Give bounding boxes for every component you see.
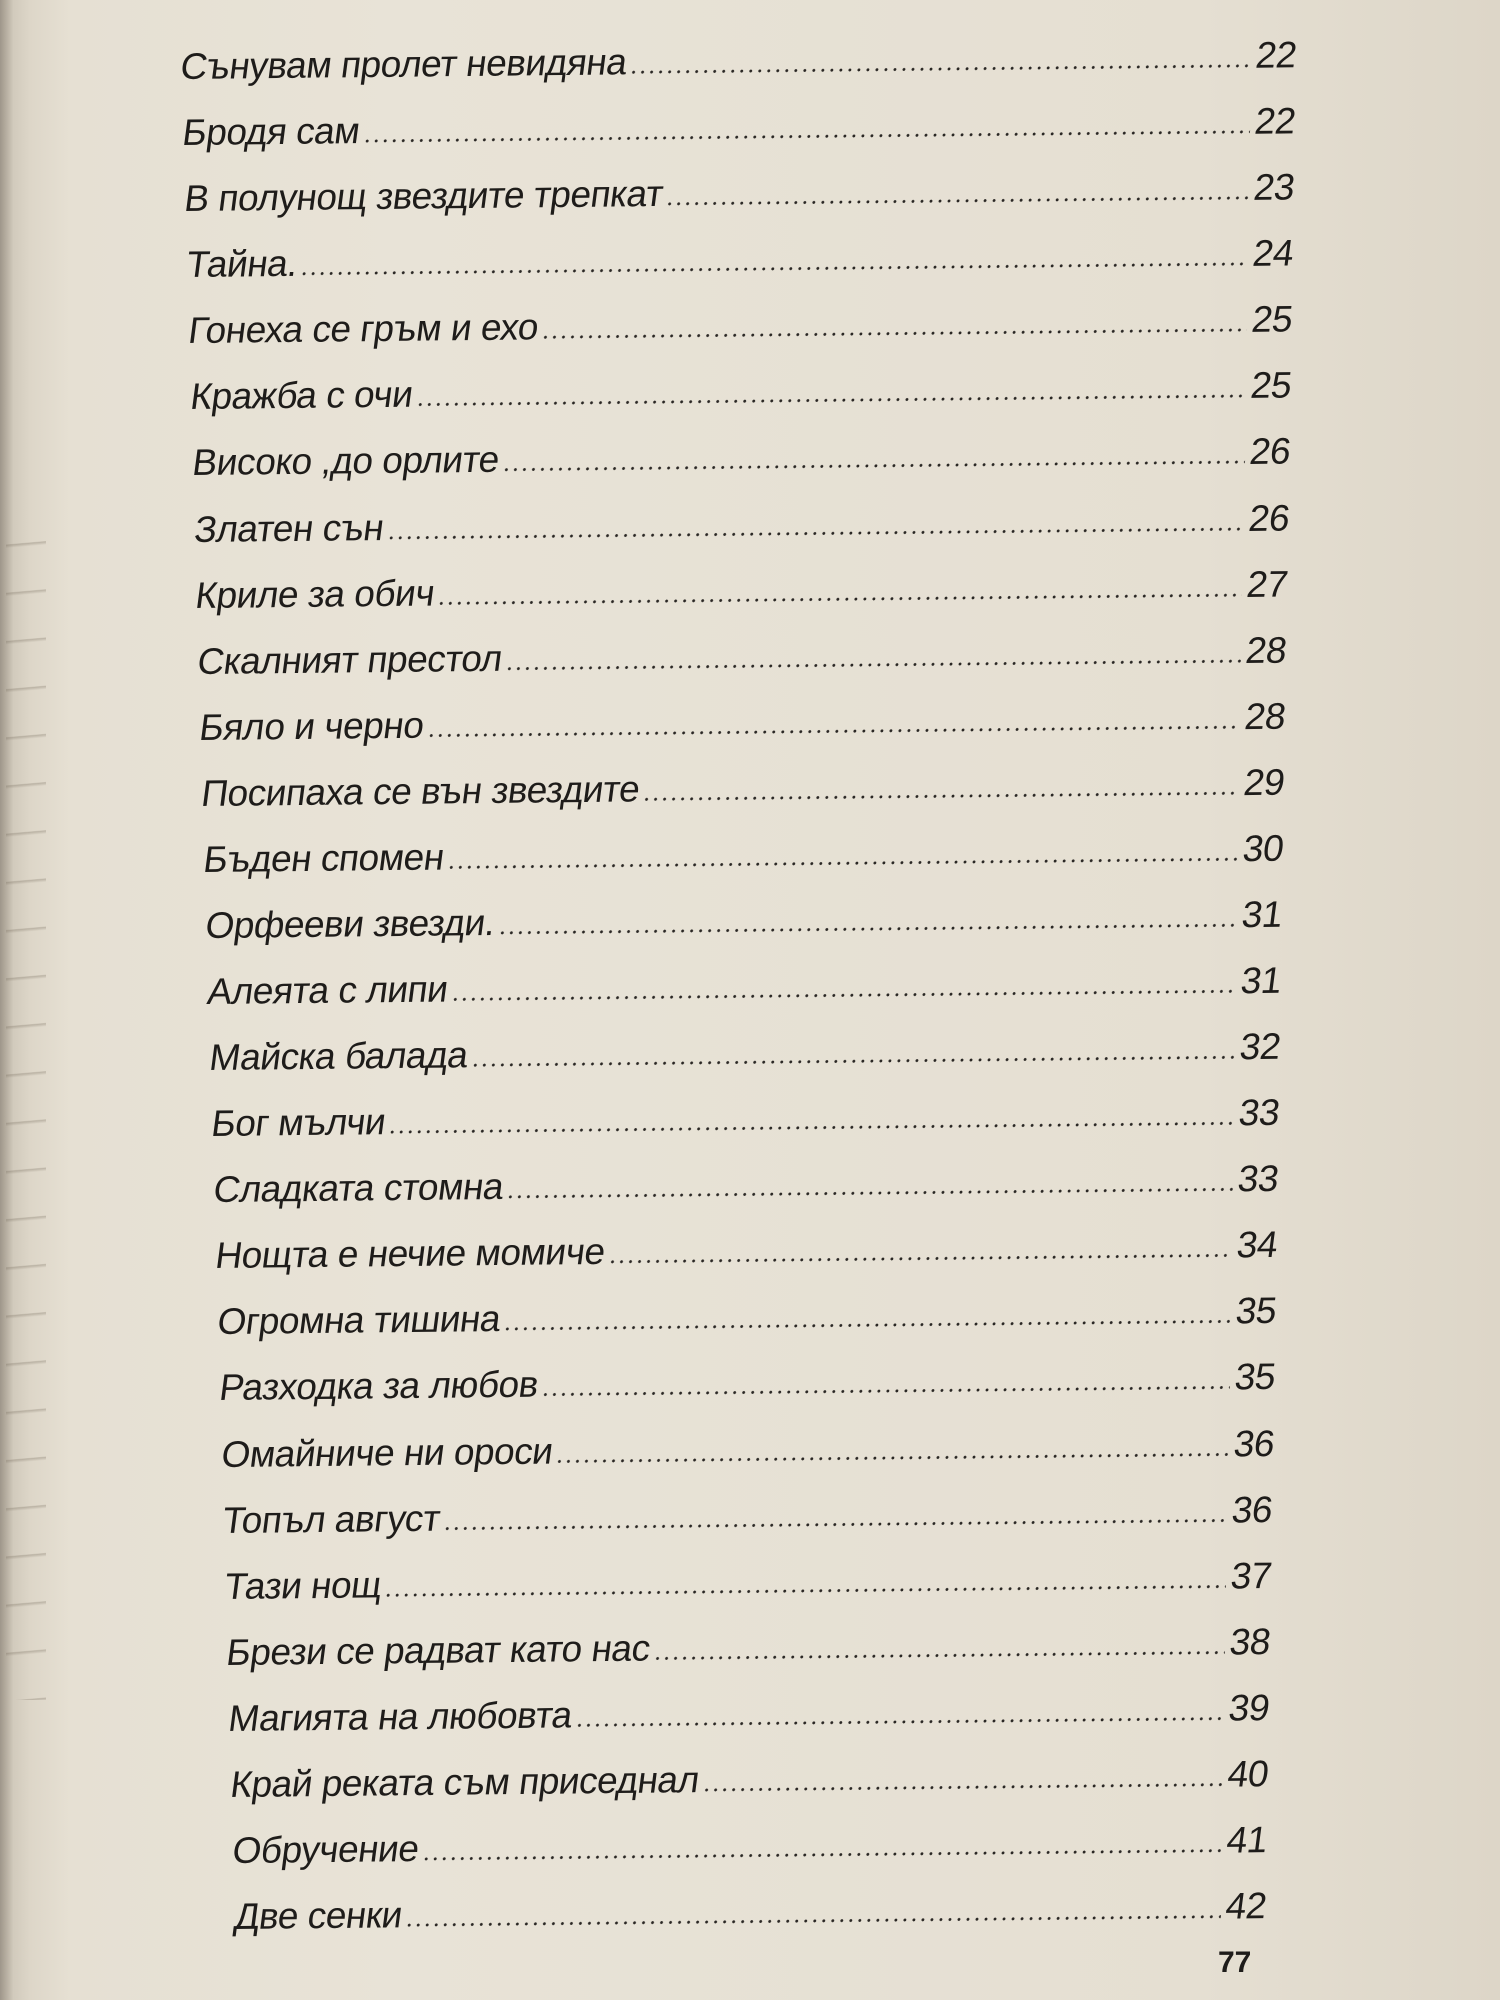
toc-dot-leader	[421, 1849, 1222, 1861]
toc-entry	[215, 1282, 1280, 1343]
toc-entry	[201, 820, 1287, 881]
toc-entry-title: Край реката съм приседнал	[228, 1758, 702, 1805]
toc-entry-page: 31	[1238, 959, 1284, 1002]
toc-entry-page: 28	[1243, 629, 1290, 671]
toc-entry-page: 30	[1240, 827, 1287, 869]
toc-dot-leader	[607, 1254, 1232, 1265]
toc-entry-page: 39	[1226, 1686, 1273, 1729]
toc-entry-page: 41	[1224, 1819, 1270, 1861]
toc-entry	[207, 1018, 1284, 1079]
toc-entry-page: 28	[1242, 695, 1289, 737]
toc-entry	[186, 291, 1296, 353]
toc-entry	[203, 886, 1286, 947]
toc-dot-leader	[555, 1452, 1229, 1463]
toc-entry-page: 33	[1235, 1158, 1281, 1200]
toc-dot-leader	[505, 659, 1242, 671]
toc-entry-title: Тази нощ	[222, 1564, 385, 1607]
toc-entry	[192, 489, 1293, 550]
toc-dot-leader	[300, 262, 1248, 276]
toc-entry	[190, 423, 1294, 484]
toc-entry	[220, 1481, 1276, 1542]
toc-entry-page: 36	[1230, 1422, 1277, 1464]
page-number: 77	[1218, 1946, 1252, 1979]
toc-dot-leader	[437, 593, 1242, 605]
toc-entry-page: 31	[1239, 893, 1286, 936]
toc-entry-title: Бъден спомен	[201, 836, 447, 880]
toc-dot-leader	[540, 328, 1246, 339]
toc-dot-leader	[702, 1782, 1224, 1791]
toc-dot-leader	[502, 1320, 1230, 1332]
toc-entry-title: Сънувам пролет невидяна	[178, 41, 630, 88]
toc-entry-title: Разходка за любов	[216, 1364, 541, 1409]
toc-dot-leader	[450, 989, 1236, 1001]
toc-entry-title: Магията на любовта	[226, 1694, 575, 1739]
toc-dot-leader	[388, 1121, 1234, 1134]
toc-entry-page: 33	[1236, 1091, 1282, 1134]
toc-entry-page: 40	[1225, 1752, 1272, 1795]
toc-entry-page: 35	[1231, 1356, 1278, 1398]
toc-entry-page: 22	[1253, 34, 1300, 76]
toc-entry-page: 42	[1223, 1885, 1269, 1927]
toc-entry-page: 23	[1251, 166, 1297, 208]
toc-entry	[195, 621, 1290, 682]
toc-entry-title: Две сенки	[232, 1894, 405, 1937]
toc-entry-page: 22	[1252, 100, 1298, 142]
toc-dot-leader	[415, 394, 1246, 407]
toc-entry-title: Брези се радват като нас	[224, 1627, 653, 1673]
toc-entry	[230, 1811, 1271, 1872]
toc-entry-page: 24	[1250, 232, 1296, 275]
toc-entry-title: Златен сън	[191, 506, 386, 550]
toc-entry	[184, 225, 1297, 287]
toc-entry	[193, 555, 1291, 616]
toc-dot-leader	[501, 460, 1245, 472]
toc-entry-page: 26	[1247, 430, 1293, 473]
toc-dot-leader	[506, 1188, 1233, 1200]
toc-entry-page: 26	[1245, 497, 1292, 539]
toc-dot-leader	[386, 527, 1244, 540]
toc-entry-page: 37	[1228, 1554, 1275, 1597]
toc-entry-title: Майска балада	[207, 1034, 471, 1079]
toc-entry	[211, 1150, 1282, 1211]
toc-entry-title: Орфееви звезди.	[203, 901, 498, 946]
toc-entry-title: Бродя сам	[180, 110, 363, 154]
toc-dot-leader	[362, 130, 1250, 143]
toc-entry	[182, 159, 1298, 221]
toc-dot-leader	[653, 1650, 1226, 1660]
toc-entry	[217, 1348, 1279, 1409]
toc-entry-title: Нощта е нечие момиче	[212, 1231, 608, 1277]
toc-entry-title: Скалният престол	[195, 637, 506, 682]
toc-entry-title: Топъл август	[220, 1497, 443, 1541]
toc-entry-title: Омайниче ни ороси	[218, 1430, 555, 1475]
toc-entry	[219, 1414, 1278, 1475]
toc-entry	[224, 1613, 1274, 1674]
toc-dot-leader	[426, 725, 1240, 738]
toc-entry-title: Огромна тишина	[214, 1298, 503, 1343]
toc-entry	[178, 26, 1300, 88]
toc-entry	[188, 357, 1295, 419]
toc-entry-page: 27	[1244, 563, 1291, 605]
toc-dot-leader	[629, 64, 1251, 74]
toc-dot-leader	[384, 1584, 1226, 1597]
toc-entry-title: Високо ,до орлите	[189, 439, 502, 484]
toc-entry-page: 38	[1227, 1620, 1274, 1663]
toc-dot-leader	[447, 857, 1239, 869]
toc-entry	[232, 1877, 1270, 1938]
toc-dot-leader	[642, 791, 1239, 801]
toc-entry-title: Кражба с очи	[187, 374, 415, 418]
toc-entry	[228, 1745, 1272, 1806]
toc-dot-leader	[575, 1716, 1225, 1727]
toc-entry-page: 36	[1229, 1488, 1276, 1531]
toc-entry-page: 32	[1237, 1025, 1283, 1068]
toc-entry-title: В полунощ звездите трепкат	[181, 173, 666, 220]
toc-entry-title: Бяло и черно	[197, 704, 427, 748]
toc-entry-page: 25	[1249, 298, 1295, 341]
toc-entry-title: Сладката стомна	[210, 1166, 506, 1211]
toc-entry-title: Посипаха се вън звездите	[199, 768, 643, 814]
toc-dot-leader	[442, 1518, 1227, 1530]
toc-entry-page: 34	[1234, 1224, 1280, 1266]
toc-dot-leader	[404, 1915, 1220, 1928]
toc-dot-leader	[665, 196, 1249, 206]
toc-entry-title: Криле за обич	[193, 572, 438, 616]
toc-entry	[209, 1084, 1283, 1145]
toc-dot-leader	[497, 923, 1237, 935]
toc-entry	[205, 952, 1285, 1013]
toc-entry-page: 25	[1248, 364, 1294, 407]
toc-entry-title: Тайна.	[183, 243, 300, 286]
toc-dot-leader	[470, 1055, 1235, 1067]
toc-entry	[180, 92, 1299, 154]
toc-entry	[222, 1547, 1275, 1608]
toc-entry-title: Гонеха се гръм и ехо	[185, 306, 541, 352]
toc-entry-page: 29	[1241, 761, 1288, 803]
toc-entry	[199, 753, 1288, 814]
toc-entry	[226, 1679, 1273, 1740]
toc-entry-title: Бог мълчи	[208, 1101, 388, 1145]
toc-entry-title: Обручение	[230, 1827, 422, 1871]
toc-entry-title: Алеята с липи	[205, 968, 451, 1013]
toc-entry-page: 35	[1233, 1290, 1279, 1332]
toc-entry	[197, 687, 1289, 748]
toc-entry	[213, 1216, 1281, 1277]
toc-dot-leader	[540, 1386, 1229, 1397]
